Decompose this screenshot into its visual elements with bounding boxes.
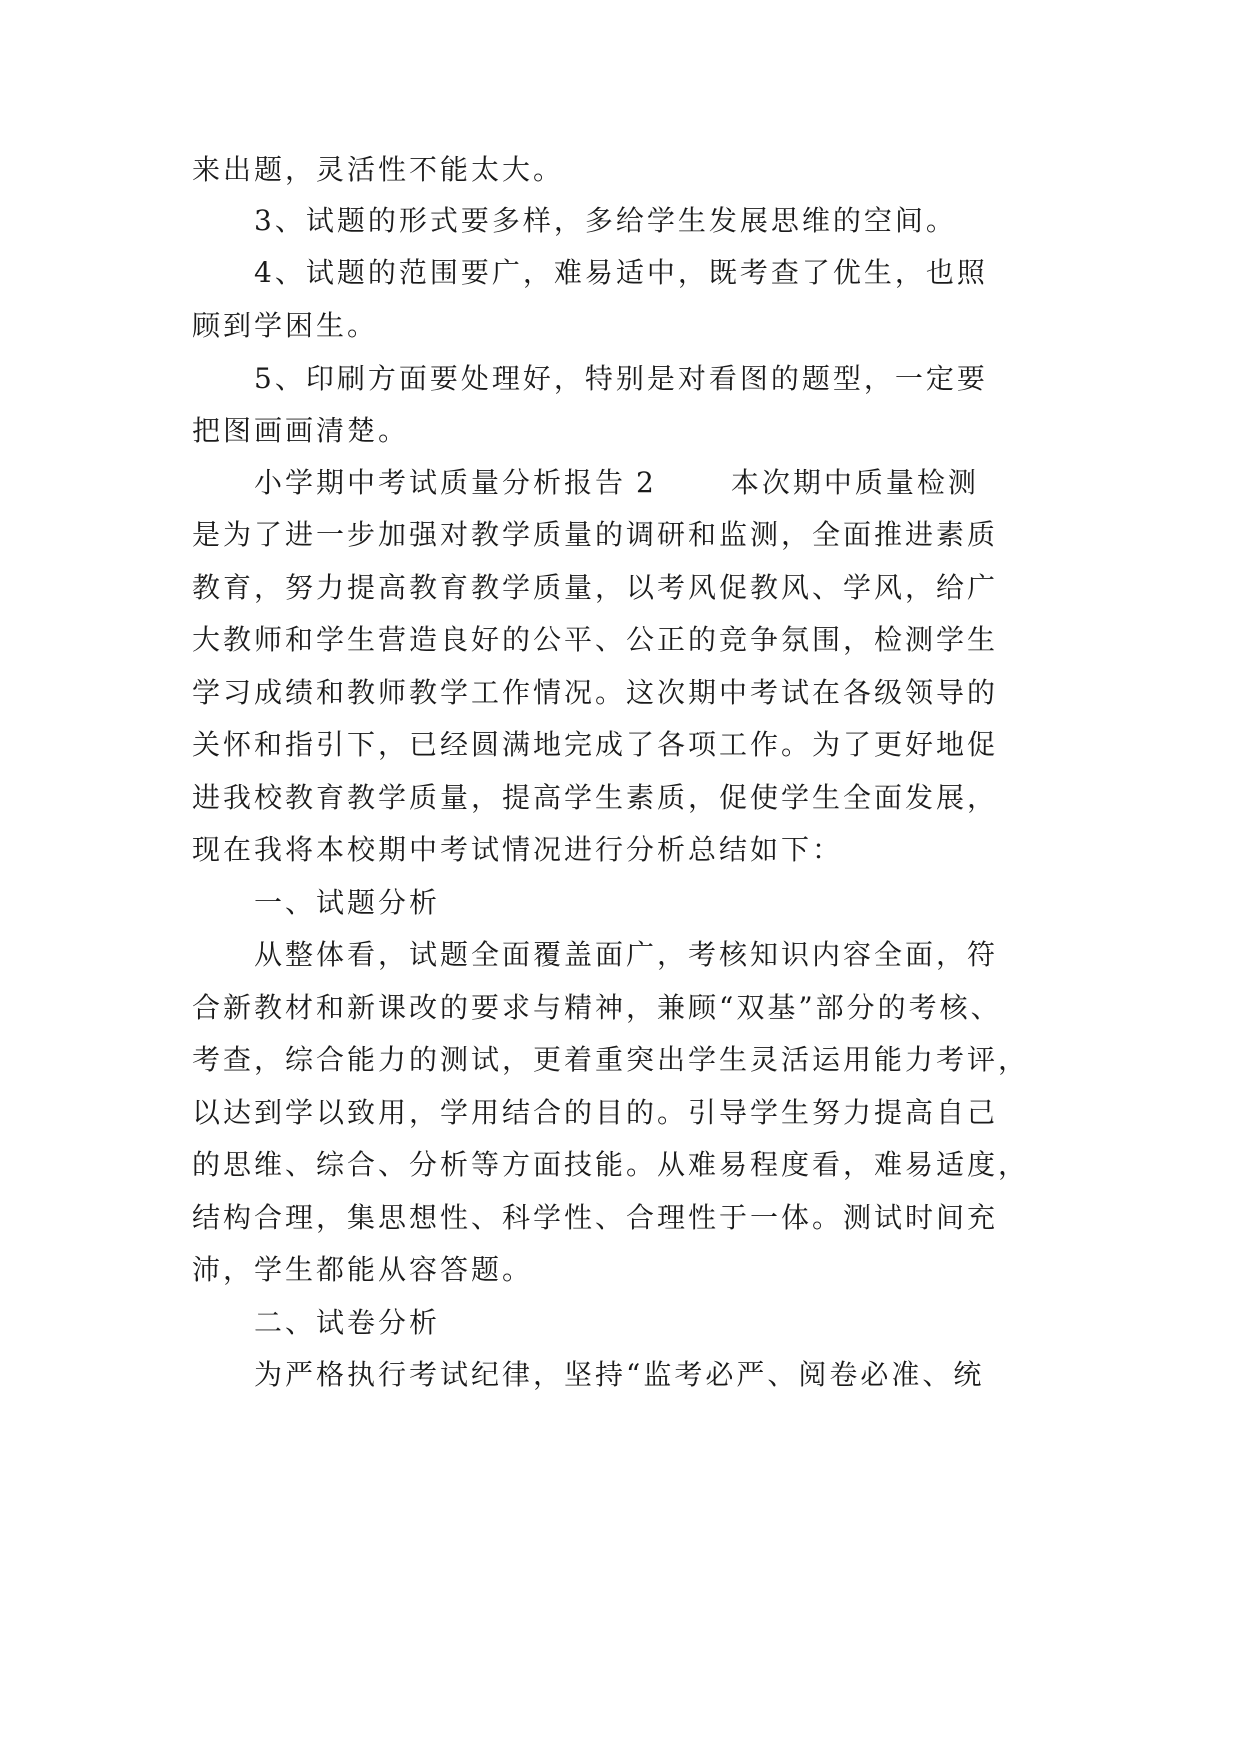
text-line: 进我校教育教学质量，提高学生素质，促使学生全面发展，	[192, 781, 999, 814]
text-line: 现在我将本校期中考试情况进行分析总结如下：	[192, 833, 844, 866]
text-line: 从整体看，试题全面覆盖面广，考核知识内容全面，符	[254, 938, 999, 971]
text-line: 以达到学以致用，学用结合的目的。引导学生努力提高自己	[192, 1096, 999, 1129]
section-heading: 二、试卷分析	[254, 1306, 441, 1339]
report-intro: 本次期中质量检测	[730, 466, 979, 499]
text-line: 的思维、综合、分析等方面技能。从难易程度看，难易适度，	[192, 1148, 1030, 1181]
report-number: 2	[636, 466, 657, 499]
text-line: 5、印刷方面要处理好，特别是对看图的题型，一定要	[254, 362, 988, 395]
text-line: 结构合理，集思想性、科学性、合理性于一体。测试时间充	[192, 1201, 999, 1234]
text-line: 大教师和学生营造良好的公平、公正的竞争氛围，检测学生	[192, 623, 999, 656]
text-line: 3、试题的形式要多样，多给学生发展思维的空间。	[254, 204, 957, 237]
text-line: 合新教材和新课改的要求与精神，兼顾“双基”部分的考核、	[192, 991, 1002, 1024]
text-line: 4、试题的范围要广，难易适中，既考查了优生，也照	[254, 256, 988, 289]
text-line: 顾到学困生。	[192, 309, 379, 342]
text-line: 教育，努力提高教育教学质量，以考风促教风、学风，给广	[192, 571, 999, 604]
text-line: 为严格执行考试纪律，坚持“监考必严、阅卷必准、统	[254, 1358, 985, 1391]
report-title-line	[254, 465, 979, 501]
section-heading: 一、试题分析	[254, 886, 441, 919]
text-line: 学习成绩和教师教学工作情况。这次期中考试在各级领导的	[192, 676, 999, 709]
text-line: 来出题，灵活性不能太大。	[192, 153, 565, 186]
text-line: 把图画画清楚。	[192, 414, 410, 447]
text-line: 沛，学生都能从容答题。	[192, 1253, 534, 1286]
text-line: 考查，综合能力的测试，更着重突出学生灵活运用能力考评，	[192, 1043, 1030, 1076]
text-line: 关怀和指引下，已经圆满地完成了各项工作。为了更好地促	[192, 728, 999, 761]
report-title: 小学期中考试质量分析报告	[254, 466, 627, 499]
text-line: 是为了进一步加强对教学质量的调研和监测，全面推进素质	[192, 518, 999, 551]
